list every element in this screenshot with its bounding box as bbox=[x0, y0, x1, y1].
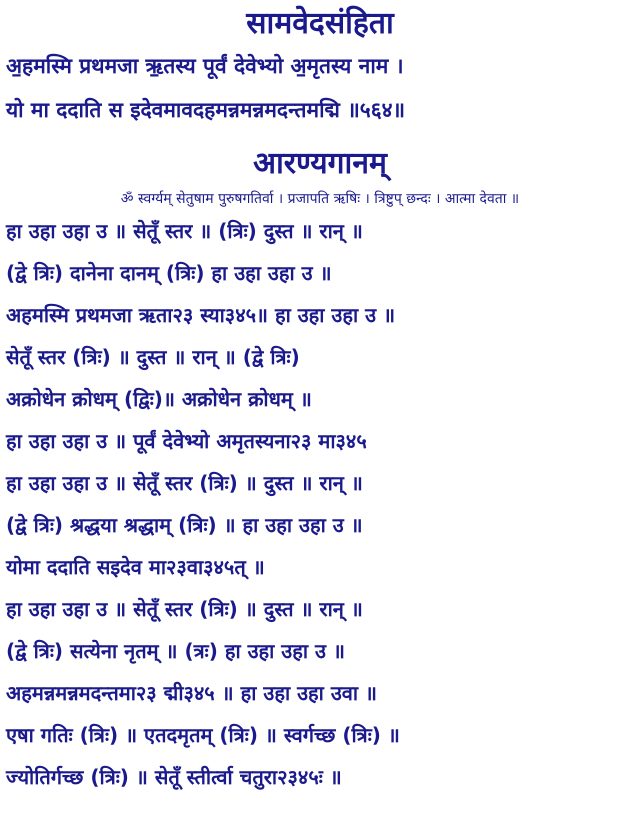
gana-block bbox=[6, 210, 634, 798]
section-title: आरण्यगानम् bbox=[253, 146, 387, 181]
mantra-block bbox=[6, 44, 634, 132]
gana-line: अहमन्नमन्नमदन्तमा२३ द्मी३४५ ॥ हा उहा उहा उवा ॥ bbox=[6, 681, 378, 705]
page-title: सामवेदसंहिता bbox=[246, 6, 394, 41]
gana-line: हा उहा उहा उ ॥ सेतूँ स्तर (त्रिः) ॥ दुस्त ॥ रान् ॥ bbox=[6, 597, 363, 621]
gana-line: ज्योतिर्गच्छ (त्रिः) ॥ सेतूँ स्तीर्त्वा चतुरा२३४५ः ॥ bbox=[6, 765, 342, 789]
gana-line: योमा ददाति सइदेव मा२३वा३४५त् ॥ bbox=[6, 555, 265, 579]
gana-line: (द्वे त्रिः) श्रद्धया श्रद्धाम् (त्रिः) ॥ हा उहा उहा उ ॥ bbox=[6, 513, 363, 537]
gana-line: हा उहा उहा उ ॥ सेतूँ स्तर (त्रिः) ॥ दुस्त ॥ रान् ॥ bbox=[6, 471, 363, 495]
mantra-line-2: यो मा ददाति स इदेवमावदहमन्नमन्नमदन्तमद्मि ॥५६४॥ bbox=[6, 98, 406, 122]
gana-line: हा उहा उहा उ ॥ सेतूँ स्तर ॥ (त्रिः) दुस्त ॥ रान् ॥ bbox=[6, 219, 363, 243]
gana-line: (द्वे त्रिः) दानेना दानम् (त्रिः) हा उहा उहा उ ॥ bbox=[6, 261, 332, 285]
gana-line: सेतूँ स्तर (त्रिः) ॥ दुस्त ॥ रान् ॥ (द्वे त्रिः) bbox=[6, 345, 300, 369]
rishi-chanda-devata-line: ॐ स्वर्ग्यम् सेतुषाम पुरुषगतिर्वा । प्रजापति ऋषिः । त्रिष्टुप् छन्दः । आत्मा देवता ॥ bbox=[120, 191, 520, 207]
page bbox=[0, 4, 640, 840]
gana-line: हा उहा उहा उ ॥ पूर्वं देवेभ्यो अमृतस्यना२३ मा३४५ bbox=[6, 429, 367, 453]
gana-line: एषा गतिः (त्रिः) ॥ एतदमृतम् (त्रिः) ॥ स्वर्गच्छ (त्रिः) ॥ bbox=[6, 723, 400, 747]
mantra-line-1: अ॒हमस्मि प्रथमजा ऋ॒तस्य पूर्वं देवेभ्यो अ॒मृतस्य नाम । bbox=[6, 54, 404, 78]
gana-line: अहमस्मि प्रथमजा ऋता२३ स्या३४५॥ हा उहा उहा उ ॥ bbox=[6, 303, 396, 327]
gana-line: अक्रोधेन क्रोधम् (द्विः)॥ अक्रोधेन क्रोधम् ॥ bbox=[6, 387, 312, 411]
gana-line: (द्वे त्रिः) सत्येना नृतम् ॥ (त्रः) हा उहा उहा उ ॥ bbox=[6, 639, 345, 663]
